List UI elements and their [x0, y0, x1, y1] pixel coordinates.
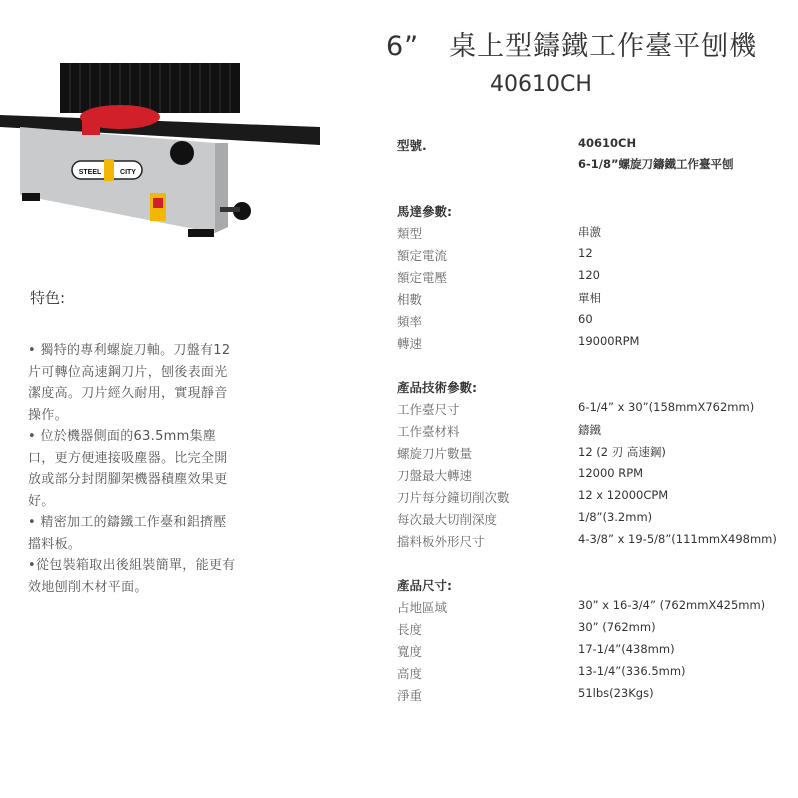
brand-label-right: CITY — [120, 169, 136, 176]
spec-label: 淨重 — [397, 688, 423, 703]
spec-value: 1/8”(3.2mm) — [578, 510, 653, 524]
spec-value: 120 — [578, 268, 600, 282]
title-size: 6” — [386, 31, 420, 62]
features-heading: 特色: — [30, 289, 66, 307]
motor-heading: 馬達參數: — [397, 204, 452, 219]
spec-label: 刀盤最大轉速 — [397, 468, 473, 483]
spec-label: 長度 — [397, 622, 423, 637]
page-title — [386, 24, 757, 63]
jointer-machine-image — [0, 55, 330, 255]
spec-label: 額定電流 — [397, 248, 448, 263]
spec-label: 刀片每分鐘切削次數 — [397, 490, 510, 505]
spec-label: 轉速 — [397, 336, 423, 351]
spec-label: 工作臺尺寸 — [397, 402, 460, 417]
model-label: 型號. — [397, 138, 427, 153]
spec-value: 19000RPM — [578, 334, 640, 348]
spec-value: 4-3/8” x 19-5/8”(111mmX498mm) — [578, 532, 777, 546]
spec-value: 30” x 16-3/4” (762mmX425mm) — [578, 598, 766, 612]
spec-value: 60 — [578, 312, 593, 326]
feature-line: 效地刨削木材平面。 — [28, 579, 148, 595]
feature-line: 片可轉位高速鋼刀片，刨後表面光 — [28, 364, 228, 380]
feature-line: 擋料板。 — [28, 536, 82, 552]
spec-label: 相數 — [397, 292, 423, 307]
model-value: 40610CH — [578, 136, 637, 150]
spec-label: 頻率 — [397, 314, 423, 329]
dimensions-heading: 產品尺寸: — [397, 578, 452, 593]
model-description: 6-1/8”螺旋刀鑄鐵工作臺平刨 — [578, 157, 734, 171]
spec-value: 51lbs(23Kgs) — [578, 686, 654, 700]
spec-value: 12 x 12000CPM — [578, 488, 669, 502]
spec-label: 工作臺材料 — [397, 424, 460, 439]
spec-label: 擋料板外形尺寸 — [397, 534, 485, 549]
feature-line: 操作。 — [28, 407, 68, 423]
spec-value: 13-1/4”(336.5mm) — [578, 664, 686, 678]
feature-line: • 精密加工的鑄鐵工作臺和鋁擠壓 — [28, 515, 227, 530]
title-name: 桌上型鑄鐵工作臺平刨機 — [449, 31, 758, 62]
feature-line: 好。 — [28, 493, 55, 509]
feature-line: • 獨特的專利螺旋刀軸。刀盤有12 — [28, 343, 231, 358]
spec-value: 12 (2 刃 高速鋼) — [578, 445, 666, 459]
feature-line: 放或部分封閉腳架機器積塵效果更 — [28, 472, 228, 487]
spec-value: 12000 RPM — [578, 466, 644, 480]
spec-value: 30” (762mm) — [578, 620, 656, 634]
feature-line: 潔度高。刀片經久耐用，實現靜音 — [28, 386, 228, 401]
spec-label: 額定電壓 — [397, 270, 448, 285]
brand-label-left: STEEL — [78, 169, 102, 176]
spec-label: 占地區域 — [397, 600, 448, 615]
feature-line: 口，更方便連接吸塵器。比完全開 — [28, 450, 228, 466]
spec-label: 每次最大切削深度 — [397, 512, 498, 527]
features-list — [28, 340, 286, 598]
spec-value: 12 — [578, 246, 593, 260]
spec-label: 類型 — [397, 226, 423, 241]
spec-label: 高度 — [397, 666, 423, 681]
title-model: 40610CH — [490, 72, 592, 97]
feature-line: • 位於機器側面的63.5mm集塵 — [28, 429, 217, 444]
spec-value: 17-1/4”(438mm) — [578, 642, 675, 656]
spec-value: 鑄鐵 — [578, 423, 601, 437]
adjustment-knob — [170, 141, 194, 165]
technical-heading: 產品技術參數: — [397, 380, 477, 395]
spec-label: 螺旋刀片數量 — [397, 446, 473, 461]
spec-value: 單相 — [578, 291, 601, 305]
feature-line: •從包裝箱取出後組裝簡單，能更有 — [28, 558, 236, 573]
spec-label: 寬度 — [397, 644, 423, 659]
spec-value: 串激 — [578, 225, 601, 239]
spec-value: 6-1/4” x 30”(158mmX762mm) — [578, 400, 755, 414]
